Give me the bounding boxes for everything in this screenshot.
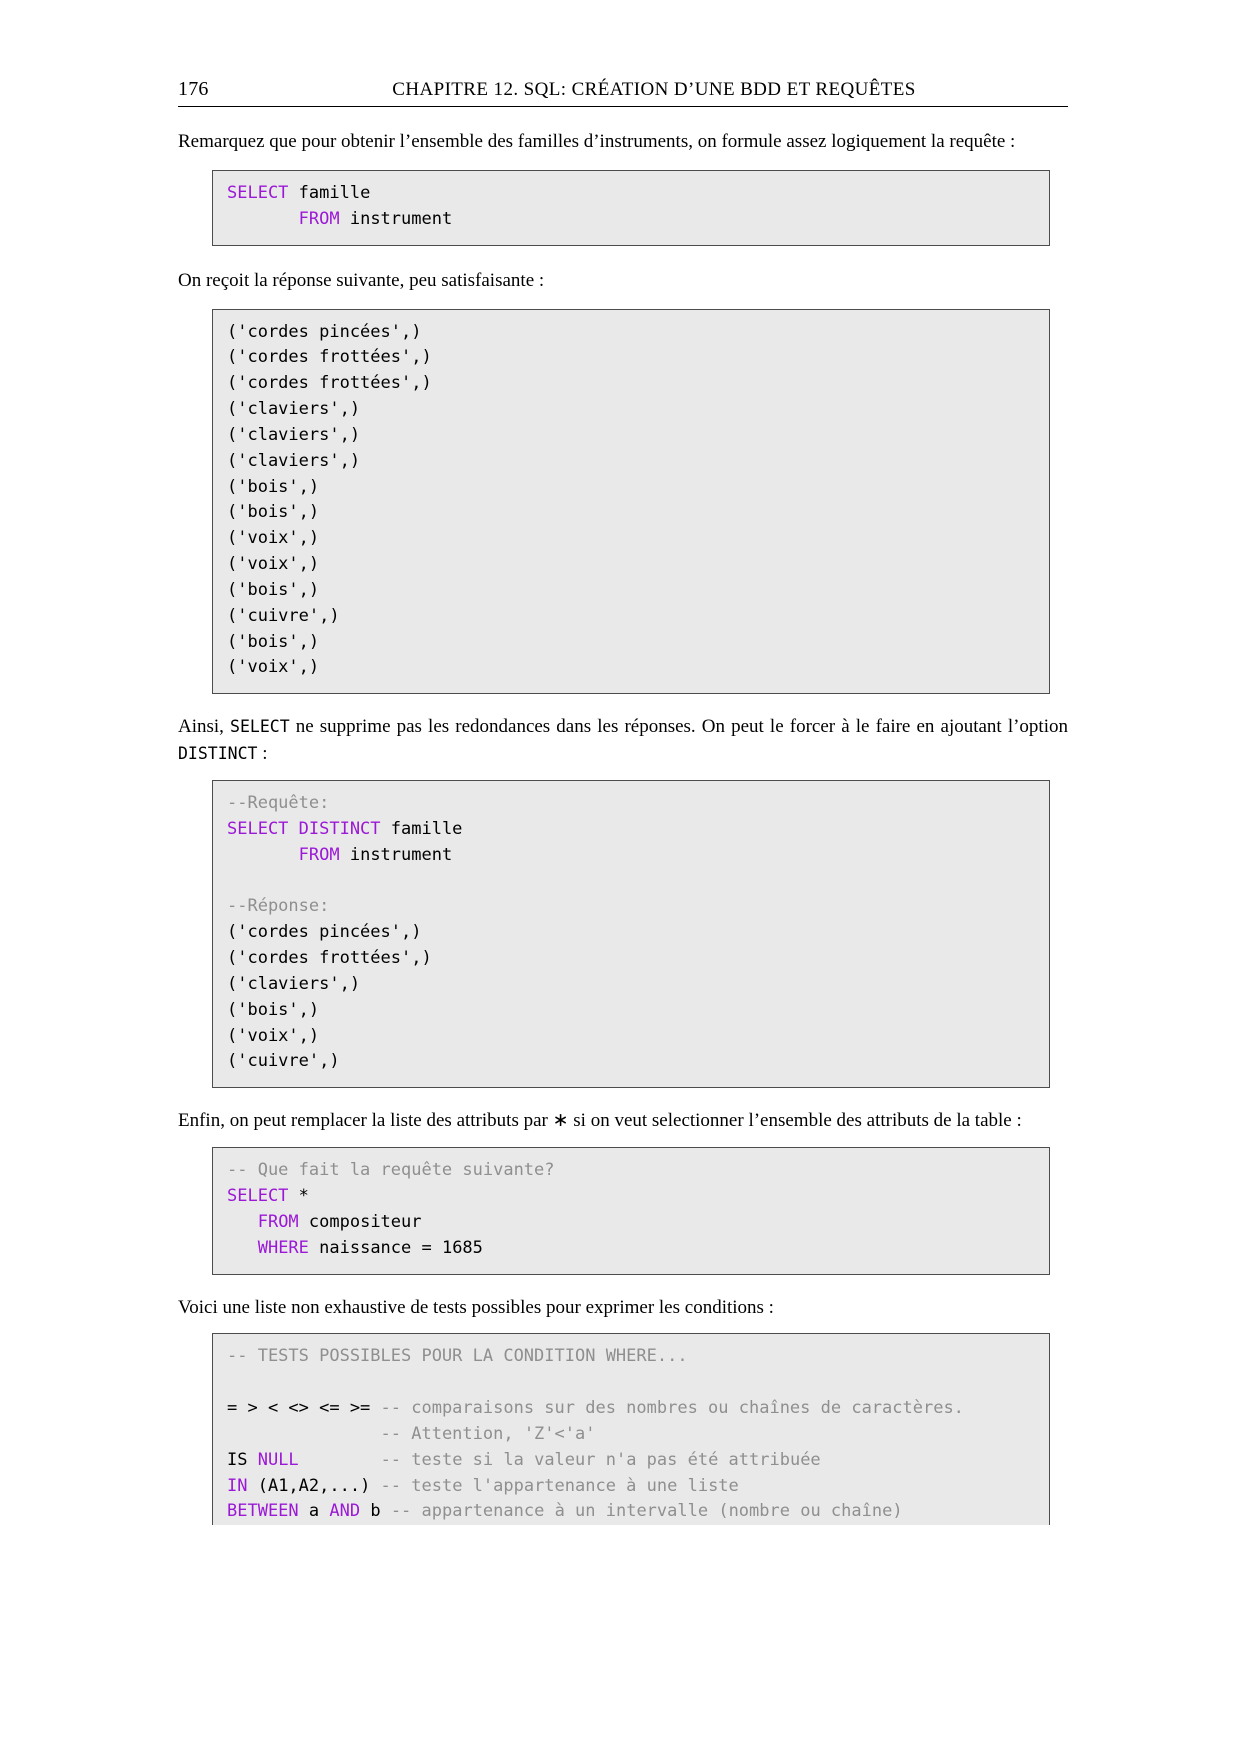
paragraph-star: Enfin, on peut remplacer la liste des attributs par ∗ si on veut selectionner l’ensemble des attributs de la table : (178, 1110, 1022, 1132)
page-content (178, 78, 1068, 1531)
paragraph-intro: Remarquez que pour obtenir l’ensemble des familles d’instruments, on formule assez logiquement la requête : (178, 131, 1016, 152)
page-number: 176 (178, 78, 209, 100)
code-block-select-famille: SELECT famille FROM instrument (212, 170, 1050, 246)
code-block-select-star: -- Que fait la requête suivante? SELECT * FROM compositeur WHERE naissance = 1685 (212, 1147, 1050, 1274)
code-block-where-tests: -- TESTS POSSIBLES POUR LA CONDITION WHERE... = > < <> <= >= -- comparaisons sur des nombres ou chaînes de caractères. -- Attention, 'Z'<'a' IS NULL -- teste si la valeur n'a pas été attribuée IN (A1,A2,...) -- teste l'appartenance à une liste BETWEEN a AND b -- appartenance à un intervalle (nombre ou chaîne) (212, 1333, 1050, 1525)
paragraph-distinct (178, 714, 1068, 768)
code-block-select-distinct: --Requête: SELECT DISTINCT famille FROM instrument --Réponse: ('cordes pincées',) ('cordes frottées',) ('claviers',) ('bois',) ('voix',) ('cuivre',) (212, 780, 1050, 1088)
chapter-title: CHAPITRE 12. SQL: CRÉATION D’UNE BDD ET REQUÊTES (392, 79, 916, 100)
paragraph-distinct-part2: ne supprime pas les redondances dans les réponses. On peut le forcer à le faire en ajoutant l’option (289, 716, 1068, 738)
paragraph-response-intro: On reçoit la réponse suivante, peu satisfaisante : (178, 269, 545, 291)
inline-code-select: SELECT (230, 717, 290, 737)
paragraph-distinct-part3: : (257, 743, 268, 765)
paragraph-distinct-part1: Ainsi, (178, 716, 231, 738)
inline-code-distinct: DISTINCT (178, 744, 258, 764)
paragraph-tests: Voici une liste non exhaustive de tests possibles pour exprimer les conditions : (178, 1296, 774, 1318)
page-header (178, 78, 1068, 107)
code-block-response-list: ('cordes pincées',) ('cordes frottées',) ('cordes frottées',) ('claviers',) ('claviers',) ('claviers',) ('bois',) ('bois',) ('voix',) ('voix',) ('bois',) ('cuivre',) ('bois',) ('voix',) (212, 309, 1050, 695)
